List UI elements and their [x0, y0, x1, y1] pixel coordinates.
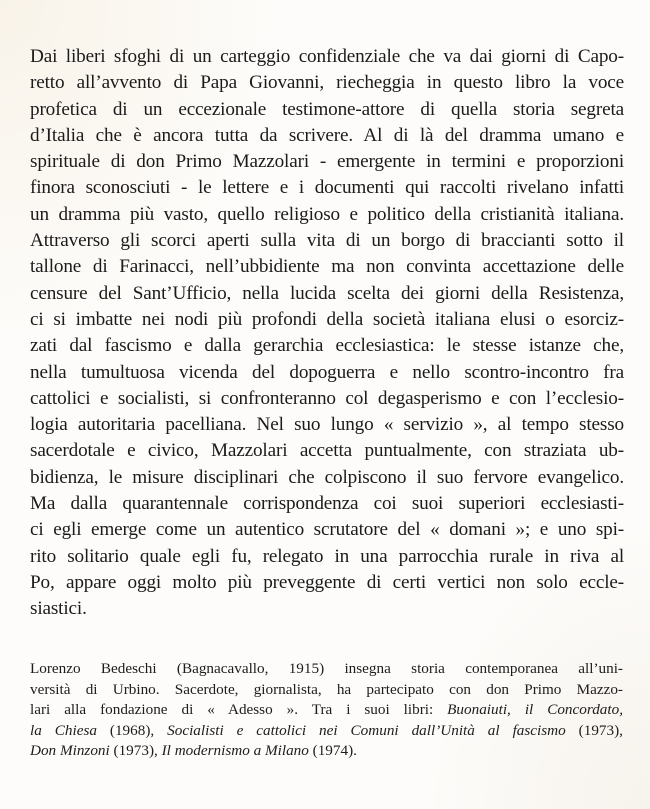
book-title: Socialisti e cattolici nei Comuni dall’Unità al fascismo	[167, 721, 566, 739]
blurb-line: tallone di Farinacci, nell’ubbidiente ma non convinta accettazione delle	[30, 256, 624, 278]
book-title: Buonaiuti, il Concordato,	[447, 701, 624, 719]
blurb-line: spirituale di don Primo Mazzolari - emergente in termini e proporzioni	[30, 151, 624, 173]
blurb-line: retto all’avvento di Papa Giovanni, riecheggia in questo libro la voce	[30, 72, 624, 94]
book-title: la Chiesa	[30, 721, 97, 739]
bio-line: versità di Urbino. Sacerdote, giornalista, ha partecipato con don Primo Mazzo-	[30, 680, 623, 698]
bio-text: (1974).	[308, 742, 357, 760]
blurb-line: censure del Sant’Ufficio, nella lucida scelta dei giorni della Resistenza,	[30, 282, 624, 304]
bio-text: (1973),	[109, 742, 162, 760]
blurb-line: finora sconosciuti - le lettere e i documenti qui raccolti rivelano infatti	[30, 177, 624, 199]
blurb-line: Ma dalla quarantennale corrispondenza coi suoi superiori ecclesiasti-	[30, 493, 624, 515]
blurb-line: ci si imbatte nei nodi più profondi della società italiana elusi o esorciz-	[30, 308, 624, 330]
blurb-line: siastici.	[30, 598, 87, 620]
blurb-line: Po, appare oggi molto più preveggente di certi vertici non solo eccle-	[30, 571, 624, 593]
blurb-line: zati dal fascismo e dalla gerarchia ecclesiastica: le stesse istanze che,	[30, 335, 624, 357]
blurb-paragraph	[30, 44, 624, 623]
blurb-line: un dramma più vasto, quello religioso e politico della cristianità italiana.	[30, 203, 624, 225]
bio-line	[30, 700, 623, 721]
blurb-line: ci egli emerge come un autentico scrutatore del « domani »; e uno spi-	[30, 519, 624, 541]
book-title: Il modernismo a Milano	[161, 742, 309, 760]
book-title: Don Minzoni	[30, 742, 110, 760]
bio-line	[30, 721, 623, 742]
blurb-line: profetica di un eccezionale testimone-attore di quella storia segreta	[30, 98, 624, 120]
blurb-line: logia autoritaria pacelliana. Nel suo lungo « servizio », al tempo stesso	[30, 414, 624, 436]
bio-text: (1968),	[96, 721, 168, 739]
author-bio	[30, 659, 623, 762]
blurb-line: d’Italia che è ancora tutta da scrivere. Al di là del dramma umano e	[30, 124, 624, 146]
blurb-line: Dai liberi sfoghi di un carteggio confidenziale che va dai giorni di Capo-	[30, 46, 624, 67]
bio-text: (1973),	[565, 721, 623, 739]
blurb-line: nella tumultuosa vicenda del dopoguerra e nello scontro-incontro fra	[30, 361, 624, 383]
blurb-line: Attraverso gli scorci aperti sulla vita di un borgo di braccianti sotto il	[30, 230, 624, 252]
blurb-line: rito solitario quale egli fu, relegato in una parrocchia rurale in riva al	[30, 545, 624, 567]
bio-text: lari alla fondazione di « Adesso ». Tra i suoi libri:	[30, 701, 448, 719]
bio-line	[30, 741, 623, 762]
blurb-line: cattolici e socialisti, si confronteranno col degasperismo e con l’ecclesio-	[30, 387, 624, 409]
blurb-line: sacerdotale e civico, Mazzolari accetta puntualmente, con straziata ub-	[30, 440, 624, 462]
bio-line: Lorenzo Bedeschi (Bagnacavallo, 1915) insegna storia contemporanea all’uni-	[30, 660, 623, 677]
blurb-line: bidienza, le misure disciplinari che colpiscono il suo fervore evangelico.	[30, 466, 624, 488]
